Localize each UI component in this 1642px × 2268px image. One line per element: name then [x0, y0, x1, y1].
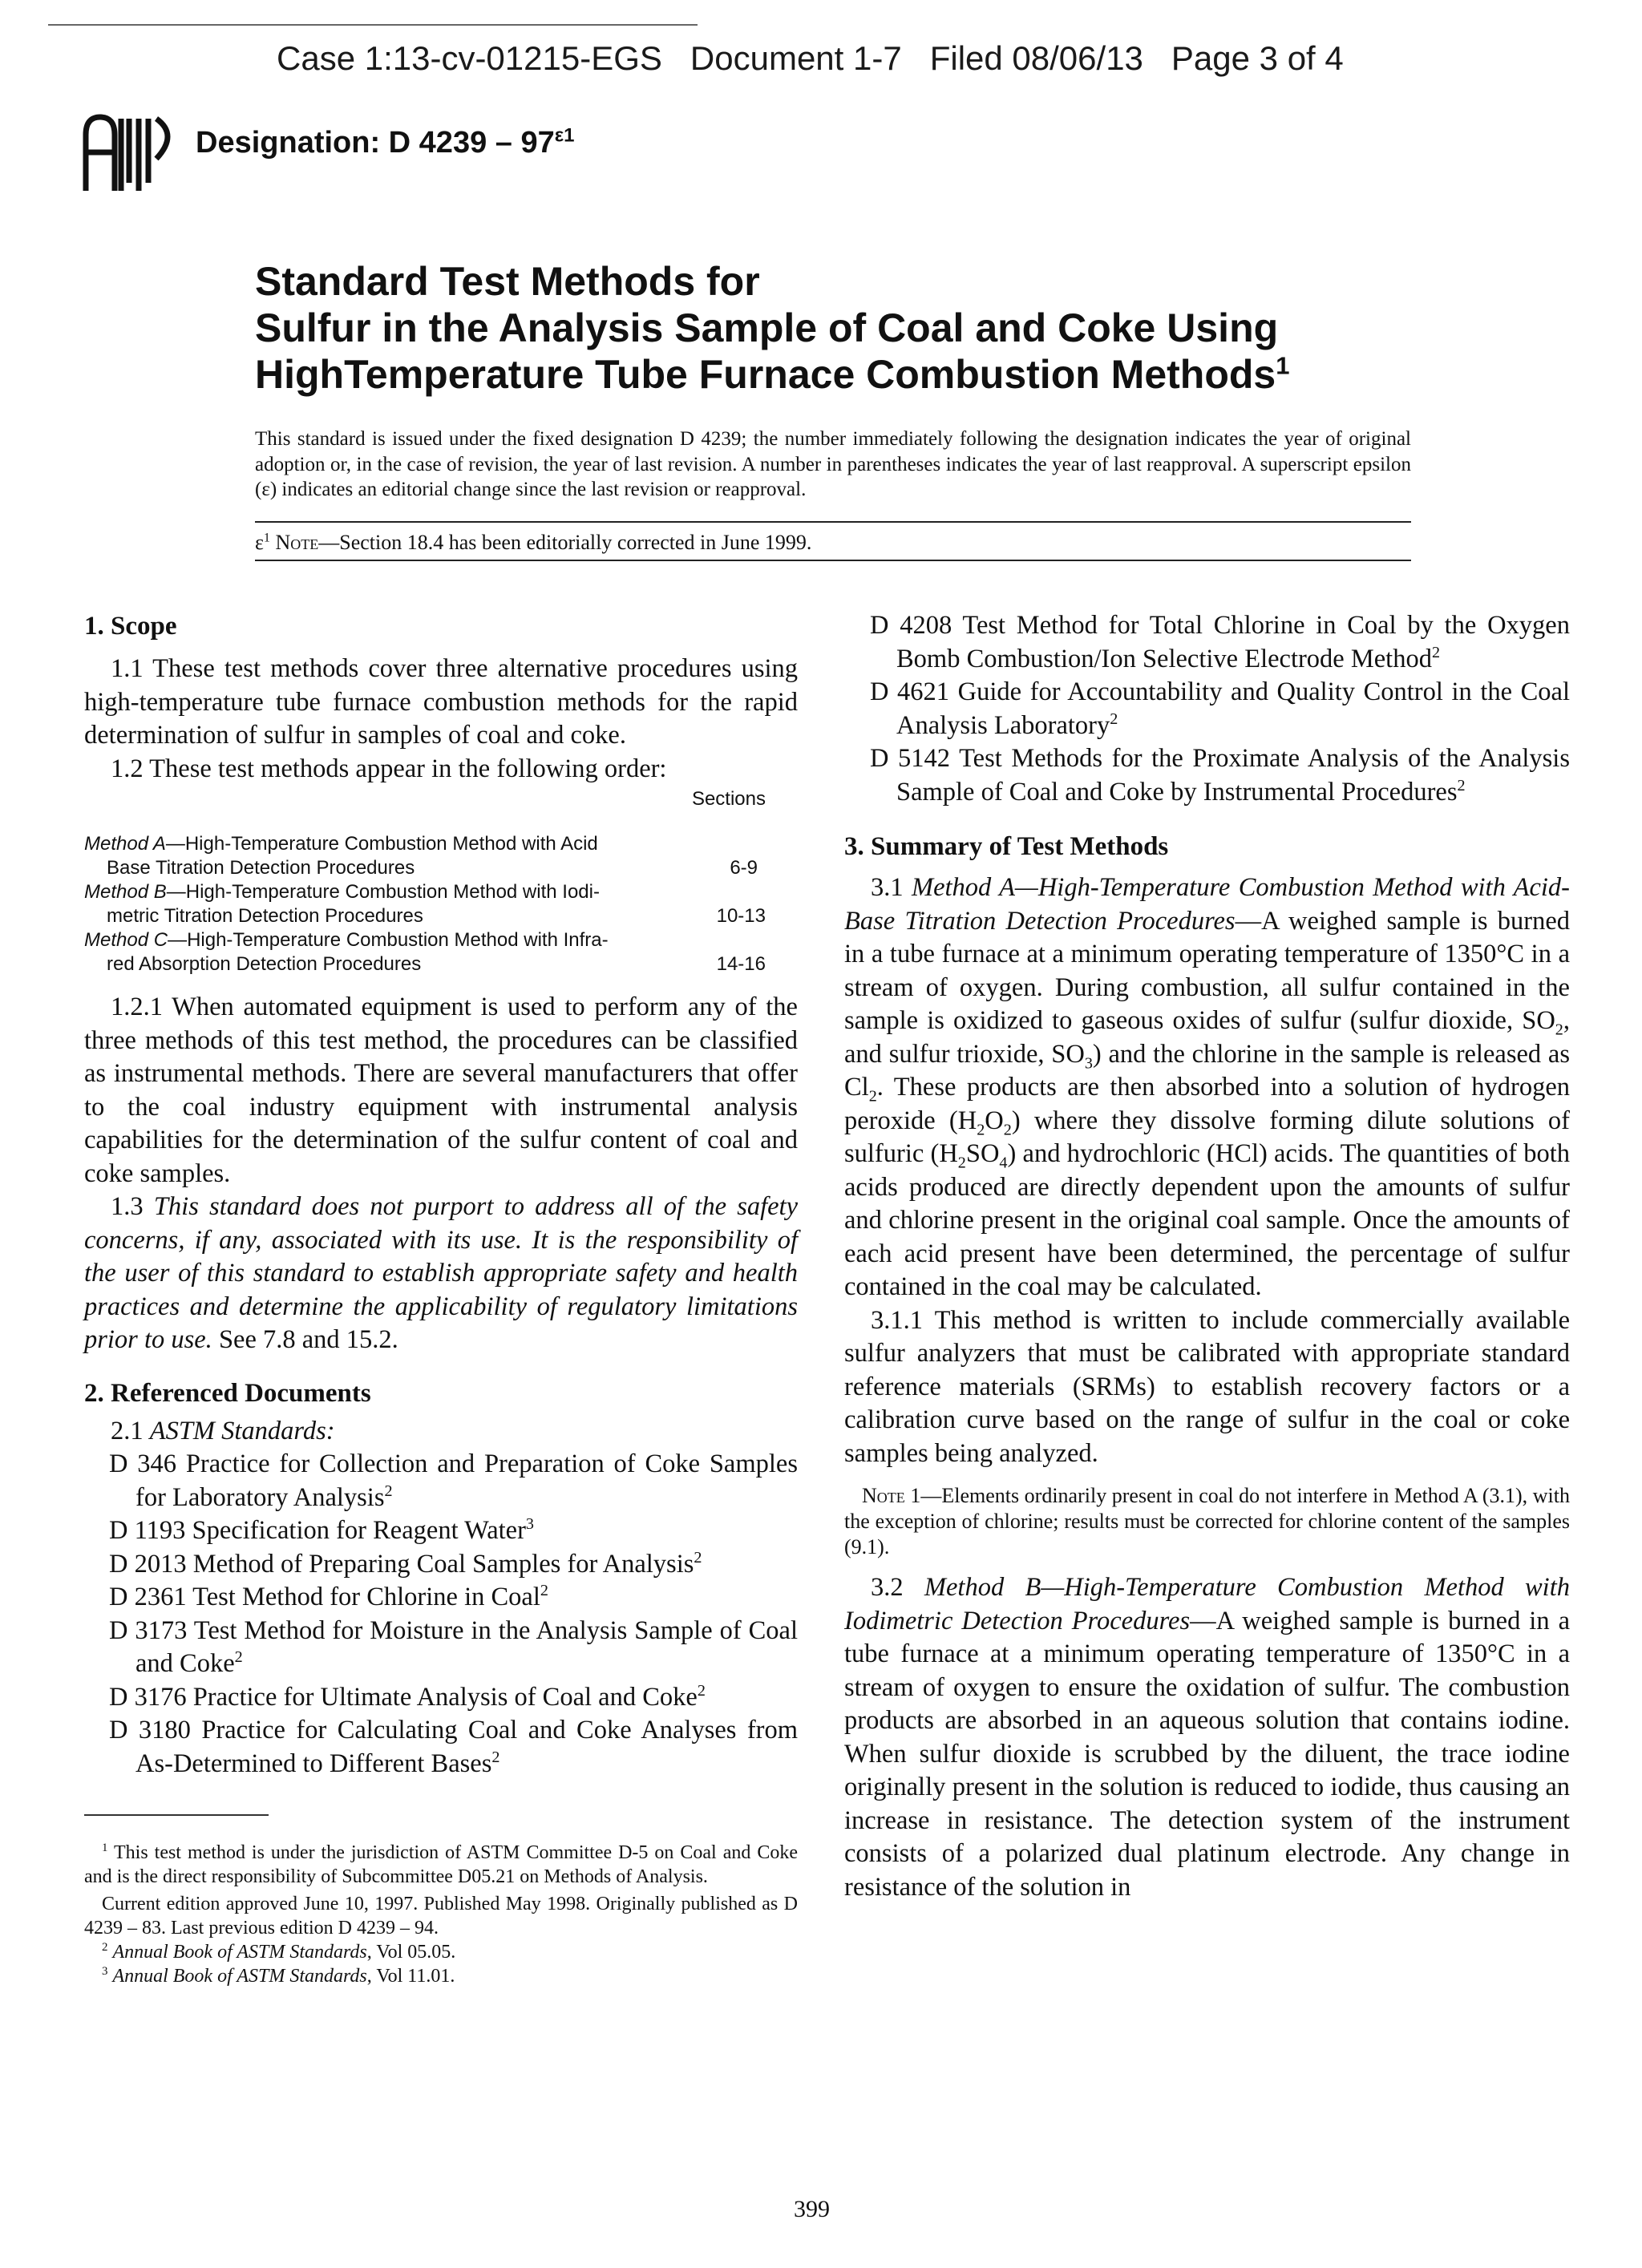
ref-d1193: D 1193 Specification for Reagent Water$^3$ — [109, 1515, 534, 1545]
ref-d2013: D 2013 Method of Preparing Coal Samples for Analysis$^2$ — [109, 1548, 702, 1579]
ref-d2361: D 2361 Test Method for Chlorine in Coal$^2$ — [109, 1582, 548, 1611]
method-a-sections: 6-9 — [730, 857, 758, 879]
para-1-1: 1.1 These test methods cover three alternative procedures using high-temperature tube furnace combustion methods for the rapid determination of sulfur in samples of coal and coke. — [84, 654, 798, 750]
sections-label: Sections — [691, 788, 766, 810]
para-3-1-1: 3.1.1 This method is written to include commercially available sulfur analyzers that must be calibrated with appropriate standard reference materials (SRMs) to establish recovery factors or a calibration curve based on the range of sulfur in the coal or coke samples being analyzed. — [844, 1305, 1570, 1468]
editorial-note-label: Note — [275, 531, 319, 554]
ref-d4621: D 4621 Guide for Accountability and Quality Control in the Coal Analysis Laboratory$^2$ — [870, 677, 1570, 740]
ref-d3173: D 3173 Test Method for Moisture in the Analysis Sample of Coal and Coke$^2$ — [109, 1615, 798, 1678]
ref-d346: D 346 Practice for Collection and Preparation of Coke Samples for Laboratory Analysis$^2$ — [109, 1449, 798, 1512]
references-list-continued — [844, 609, 1570, 809]
para-1-2: 1.2 These test methods appear in the following order: — [111, 754, 667, 783]
title-footnote-mark: 1 — [1276, 351, 1290, 380]
para-2-1: 2.1 ASTM Standards: — [111, 1416, 335, 1445]
method-c-sections: 14-16 — [716, 953, 766, 975]
methods-table — [84, 787, 798, 976]
editorial-note-text: —Section 18.4 has been editorially corrected in June 1999. — [318, 531, 812, 554]
note-rule-bottom — [255, 560, 1411, 561]
scope-heading: 1. Scope — [84, 612, 177, 641]
case-header-rule — [48, 24, 698, 26]
editorial-note: $\varepsilon^1$ Note—Section 18.4 has been editorially corrected in June 1999. — [255, 531, 812, 554]
left-column — [84, 609, 798, 1781]
footnotes — [84, 1841, 798, 1988]
title-line-3: HighTemperature Tube Furnace Combustion Methods$^1$ — [255, 351, 1290, 397]
footnote-1: $^1$ This test method is under the jurisdiction of ASTM Committee D-5 on Coal and Coke and is the direct responsibility of Subcommittee D05.21 on Methods of Analysis. — [84, 1841, 798, 1887]
document-title — [255, 258, 1377, 398]
method-row-c: Method C—High-Temperature Combustion Method with Infra- red Absorption Detection Procedures 14-16 — [84, 929, 766, 975]
title-line-1: Standard Test Methods for — [255, 259, 760, 304]
title-line-2: Sulfur in the Analysis Sample of Coal and Coke Using — [255, 305, 1279, 350]
method-row-a: Method A—High-Temperature Combustion Method with Acid Base Titration Detection Procedures 6-9 — [84, 833, 758, 879]
preamble: This standard is issued under the fixed designation D 4239; the number immediately following the designation indicates the year of original adoption or, in the case of revision, the year of last revision. A number in parentheses indicates the year of last reapproval. A superscript epsilon (ε) indicates an editorial change since the last revision or reapproval. — [255, 428, 1411, 500]
para-3-1: 3.1 Method A—High-Temperature Combustion Method with Acid-Base Titration Detection Procedures—A weighed sample is burned in a tube furnace at a minimum operating temperature of 1350°C in a stream of oxygen. During combustion, all sulfur contained in the sample is oxidized to gaseous oxides of sulfur (sulfur dioxide, $SO_2$, and sulfur trioxide, $SO_3$) and the chlorine in the sample is released as $Cl_2$. These products are then absorbed into a solution of hydrogen peroxide $(H_2O_2)$ where they dissolve forming dilute solutions of sulfuric $(H_2SO_4)$ and hydrochloric (HCl) acids. The quantities of both acids produced are directly dependent upon the amounts of sulfur and chlorine present in the original coal sample. Once the amounts of each acid present have been determined, the percentage of sulfur contained in the coal may be calculated. — [844, 873, 1571, 1301]
method-b-sections: 10-13 — [716, 905, 766, 927]
case-header: Case 1:13-cv-01215-EGS Document 1-7 Filed 08/06/13 Page 3 of 4 — [277, 39, 1344, 77]
footnote-1b: Current edition approved June 10, 1997. Published May 1998. Originally published as D 4239 – 83. Last previous edition D 4239 – 94. — [84, 1894, 798, 1939]
ref-d4208: D 4208 Test Method for Total Chlorine in Coal by the Oxygen Bomb Combustion/Ion Selective Electrode Method$^2$ — [870, 611, 1570, 673]
note-rule-top — [255, 521, 1411, 523]
right-column — [844, 609, 1570, 1904]
references-list — [84, 1448, 798, 1781]
footnote-rule — [84, 1814, 269, 1816]
designation-epsilon: ε1 — [554, 124, 575, 147]
page-number: 399 — [794, 2196, 830, 2222]
para-1-2-1: 1.2.1 When automated equipment is used to perform any of the three methods of this test method, the procedures can be classified as instrumental methods. There are several manufacturers that offer to the coal industry equipment with instrumental analysis capabilities for the determination of the sulfur content of coal and coke samples. — [84, 993, 798, 1188]
ref-d3180: D 3180 Practice for Calculating Coal and Coke Analyses from As-Determined to Different Bases$^2$ — [109, 1716, 799, 1778]
method-row-b: Method B—High-Temperature Combustion Method with Iodi- metric Titration Detection Procedures 10-13 — [84, 881, 766, 927]
referenced-heading: 2. Referenced Documents — [84, 1378, 371, 1408]
footnote-2: $^2$ Annual Book of ASTM Standards, Vol 05.05. — [102, 1941, 456, 1963]
ref-d3176: D 3176 Practice for Ultimate Analysis of Coal and Coke$^2$ — [109, 1681, 706, 1712]
footnote-3: $^3$ Annual Book of ASTM Standards, Vol 11.01. — [102, 1965, 455, 1987]
designation-text: Designation: D 4239 – 97 — [196, 126, 555, 160]
para-1-3: 1.3 This standard does not purport to address all of the safety concerns, if any, associated with its use. It is the responsibility of the user of this standard to establish appropriate safety and health practices and determine the applicability of regulatory limitations prior to use. See 7.8 and 15.2. — [84, 1192, 799, 1354]
ref-d5142: D 5142 Test Methods for the Proximate Analysis of the Analysis Sample of Coal and Coke by Instrumental Procedures$^2$ — [870, 744, 1570, 807]
para-3-2: 3.2 Method B—High-Temperature Combustion Method with Iodimetric Detection Procedures—A weighed sample is burned in a tube furnace at a minimum operating temperature of 1350°C in a stream of oxygen to ensure the oxidation of sulfur. The combustion products are absorbed in an aqueous solution that contains iodine. When sulfur dioxide is scrubbed by the diluent, the trace iodine originally present in the solution is reduced to iodide, thus causing an increase in resistance. The detection system of the instrument consists of a polarized dual platinum electrode. Any change in resistance of the solution in — [844, 1573, 1571, 1902]
astm-logo-icon — [76, 103, 184, 199]
summary-heading: 3. Summary of Test Methods — [844, 832, 1169, 861]
designation — [196, 124, 574, 161]
note-1: Note 1—Elements ordinarily present in coal do not interfere in Method A (3.1), with the exception of chlorine; results must be corrected for chlorine content of the samples (9.1). — [844, 1484, 1570, 1558]
